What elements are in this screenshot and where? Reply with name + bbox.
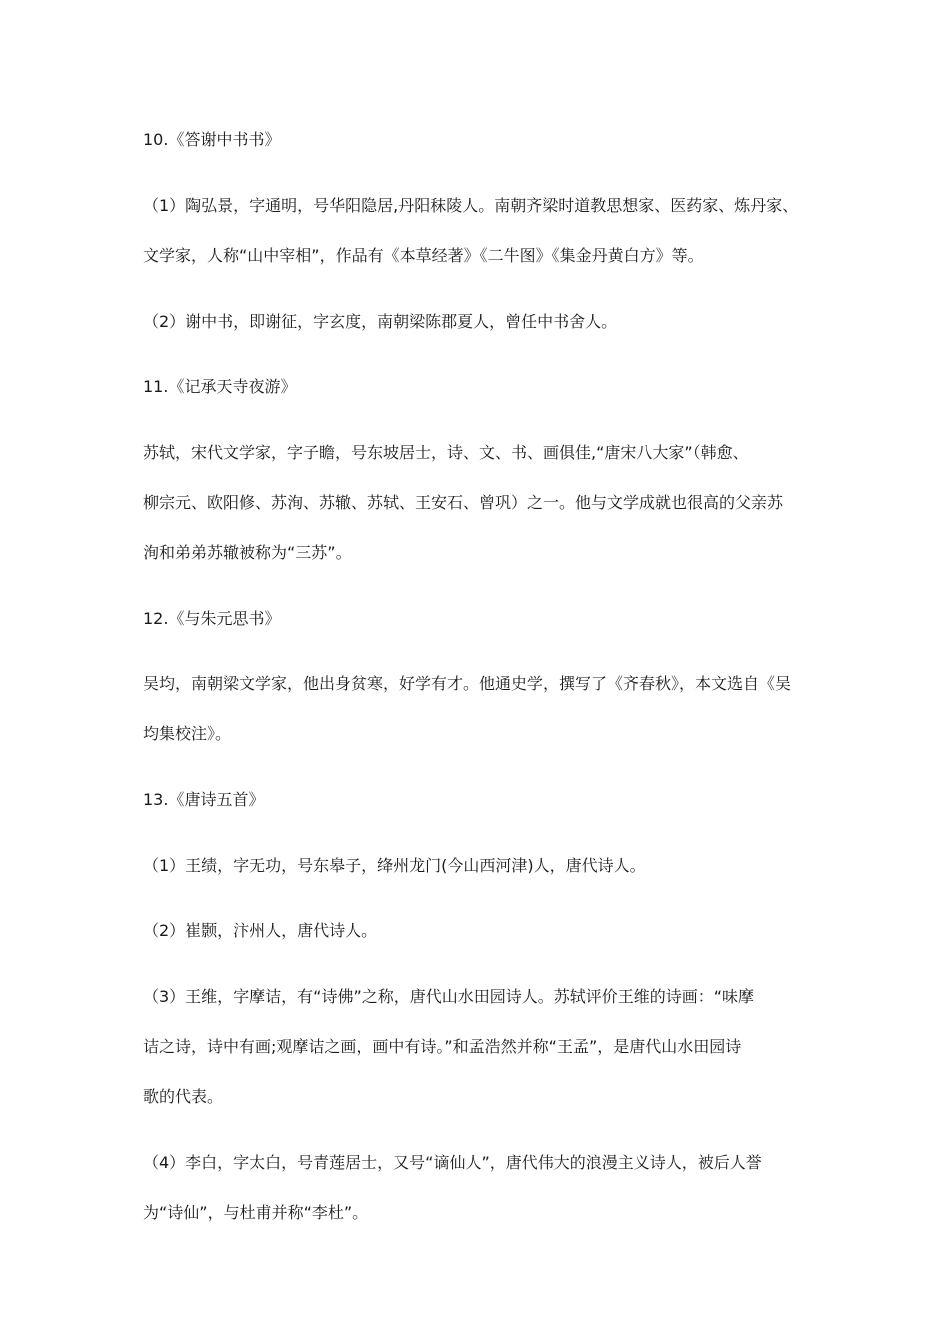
paragraph-line: 歌的代表。 xyxy=(143,1087,224,1106)
paragraph-line: （2）崔颢，汴州人，唐代诗人。 xyxy=(143,921,378,940)
paragraph-line: （3）王维，字摩诘，有“诗佛”之称，唐代山水田园诗人。苏轼评价王维的诗画：“味摩 xyxy=(143,987,755,1006)
paragraph-line: 诘之诗，诗中有画;观摩诘之画，画中有诗。”和孟浩然并称“王孟”，是唐代山水田园诗 xyxy=(143,1037,742,1056)
section-heading: 13.《唐诗五首》 xyxy=(143,790,265,809)
paragraph-line: 洵和弟弟苏辙被称为“三苏”。 xyxy=(143,543,352,562)
paragraph-line: 苏轼，宋代文学家，字子瞻，号东坡居士，诗、文、书、画俱佳,“唐宋八大家”（韩愈、 xyxy=(143,443,749,462)
paragraph-line: 均集校注》。 xyxy=(143,724,232,743)
paragraph-line: （2）谢中书，即谢征，字玄度，南朝梁陈郡夏人，曾任中书舍人。 xyxy=(143,312,618,331)
paragraph-line: （4）李白，字太白，号青莲居士，又号“谪仙人”，唐代伟大的浪漫主义诗人，被后人誉 xyxy=(143,1153,762,1172)
paragraph-line: 为“诗仙”，与杜甫并称“李杜”。 xyxy=(143,1203,369,1222)
section-heading: 10.《答谢中书书》 xyxy=(143,130,281,149)
paragraph-line: 柳宗元、欧阳修、苏洵、苏辙、苏轼、王安石、曾巩）之一。他与文学成就也很高的父亲苏 xyxy=(143,493,784,512)
paragraph-line: （1）王绩，字无功，号东皋子，绛州龙门(今山西河津)人，唐代诗人。 xyxy=(143,856,646,875)
section-heading: 12.《与朱元思书》 xyxy=(143,609,281,628)
paragraph-line: 文学家，人称“山中宰相”，作品有《本草经著》《二牛图》《集金丹黄白方》等。 xyxy=(143,246,704,265)
section-heading: 11.《记承天寺夜游》 xyxy=(143,377,297,396)
paragraph-line: （1）陶弘景，字通明，号华阳隐居,丹阳秣陵人。南朝齐梁时道教思想家、医药家、炼丹家、 xyxy=(143,196,799,215)
paragraph-line: 吴均，南朝梁文学家，他出身贫寒，好学有才。他通史学，撰写了《齐春秋》，本文选自《吴 xyxy=(143,674,792,693)
